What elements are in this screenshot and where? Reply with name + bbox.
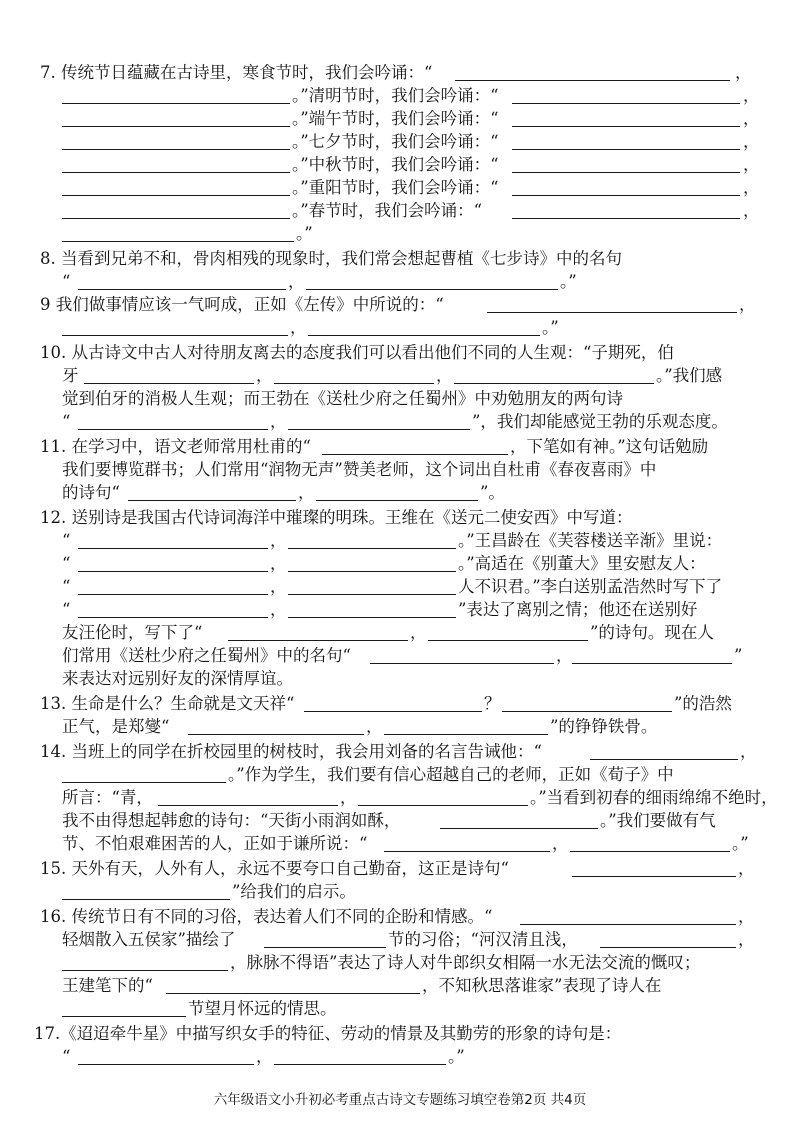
question-text: ”。 [480, 483, 505, 502]
answer-blank[interactable] [384, 734, 548, 735]
question-text: “ [62, 412, 71, 431]
answer-blank[interactable] [306, 289, 558, 290]
question-text: 我不由得想起韩愈的诗句：“天街小雨润如酥， [62, 811, 401, 830]
question-text: 15. 天外有天，人外有人，永远不要夸口自己勤奋，这正是诗句“ [40, 859, 509, 878]
question-text: ” [734, 646, 743, 665]
question-text: ， [290, 318, 307, 337]
answer-blank[interactable] [308, 335, 540, 336]
answer-blank[interactable] [512, 218, 740, 219]
page-footer: 六年级语文小升初必考重点古诗文专题练习填空卷第2页 共4页 [213, 1092, 587, 1108]
answer-blank[interactable] [166, 993, 420, 994]
question-text: 14. 当班上的同学在折校园里的树枝时，我会用刘备的名言告诫他：“ [40, 742, 542, 761]
answer-blank[interactable] [62, 149, 290, 150]
answer-blank[interactable] [62, 218, 290, 219]
question-text: ， [288, 272, 305, 291]
question-text: 所言：“青， [62, 788, 153, 807]
question-text: 。” [296, 224, 313, 243]
answer-blank[interactable] [428, 640, 588, 641]
question-text: ， [556, 646, 573, 665]
question-text: ， [410, 623, 427, 642]
answer-blank[interactable] [512, 126, 740, 127]
question-text: 们常用《送杜少府之任蜀州》中的名句“ [62, 646, 351, 665]
answer-blank[interactable] [487, 312, 737, 313]
question-text: 。”中秋节时，我们会吟诵：“ [292, 155, 499, 174]
question-text: ， [256, 366, 273, 385]
answer-blank[interactable] [62, 241, 294, 242]
question-text: ， [743, 178, 760, 197]
answer-blank[interactable] [62, 172, 290, 173]
question-text: ， [743, 109, 760, 128]
question-text: “ [62, 600, 71, 619]
question-text: ，下笔如有神。”这句话勉励 [510, 437, 709, 456]
answer-blank[interactable] [322, 454, 508, 455]
question-text: 来表达对远别好友的深情厚谊。 [62, 669, 293, 688]
question-text: ”的铮铮铁骨。 [550, 717, 658, 736]
answer-blank[interactable] [128, 500, 296, 501]
question-text: 7. 传统节日蕴藏在古诗里，寒食节时，我们会吟诵：“ [40, 63, 433, 82]
question-text: ， [270, 412, 287, 431]
question-text: ？ [484, 694, 501, 713]
question-text: 友汪伦时，写下了“ [62, 623, 203, 642]
text-line [0, 221, 800, 247]
question-text: 11. 在学习中，语文老师常用杜甫的“ [40, 437, 311, 456]
question-text: 我们要博览群书；人们常用“润物无声”赞美老师，这个词出自杜甫《春夜喜雨》中 [62, 460, 657, 479]
question-text: 。”春节时，我们会吟诵：“ [292, 201, 483, 220]
answer-blank[interactable] [512, 172, 740, 173]
answer-blank[interactable] [520, 924, 736, 925]
question-text: 13. 生命是什么？生命就是文天祥“ [40, 694, 295, 713]
answer-blank[interactable] [384, 851, 550, 852]
question-text: 12. 送别诗是我国古代诗词海洋中璀璨的明珠。王维在《送元二使安西》中写道： [40, 508, 633, 527]
answer-blank[interactable] [62, 782, 226, 783]
answer-blank[interactable] [288, 571, 456, 572]
answer-blank[interactable] [358, 805, 528, 806]
question-text: 。”王昌龄在《芙蓉楼送辛渐》里说： [458, 531, 723, 550]
answer-blank[interactable] [440, 828, 598, 829]
question-text: “ [62, 577, 71, 596]
question-text: ”表达了离别之情；他还在送别好 [458, 600, 698, 619]
answer-blank[interactable] [78, 429, 268, 430]
text-line [0, 714, 800, 740]
answer-blank[interactable] [288, 429, 470, 430]
question-text: “ [62, 1047, 71, 1066]
question-text: ， [256, 1047, 273, 1066]
question-text: 10. 从古诗文中古人对待朋友离去的态度我们可以看出他们不同的人生观：“子期死，伯 [40, 343, 674, 362]
answer-blank[interactable] [590, 759, 738, 760]
answer-blank[interactable] [78, 571, 268, 572]
answer-blank[interactable] [274, 1064, 446, 1065]
answer-blank[interactable] [455, 80, 730, 81]
question-text: ， [743, 201, 760, 220]
question-text: ， [743, 86, 760, 105]
question-text: 。” [732, 834, 749, 853]
question-text: ， [270, 554, 287, 573]
question-text: ， [298, 483, 315, 502]
answer-blank[interactable] [84, 383, 254, 384]
answer-blank[interactable] [78, 1064, 254, 1065]
question-text: 。”我们感 [656, 366, 723, 385]
question-text: 。”作为学生，我们要有信心超越自己的老师，正如《荀子》中 [228, 765, 674, 784]
question-text: ， [740, 742, 757, 761]
answer-blank[interactable] [62, 335, 288, 336]
answer-blank[interactable] [600, 947, 736, 948]
answer-blank[interactable] [512, 195, 740, 196]
question-text: ， [743, 155, 760, 174]
question-text: ， [270, 531, 287, 550]
answer-blank[interactable] [62, 195, 290, 196]
question-text: 9 我们做事情应该一气呵成，正如《左传》中所说的：“ [40, 295, 444, 314]
answer-blank[interactable] [512, 103, 740, 104]
question-text: ， [735, 63, 752, 82]
question-text: 觉到伯牙的消极人生观；而王勃在《送杜少府之任蜀州》中劝勉朋友的两句诗 [62, 389, 623, 408]
question-text: ”的浩然 [674, 694, 732, 713]
question-text: “ [62, 554, 71, 573]
answer-blank[interactable] [188, 734, 364, 735]
question-text: 8. 当看到兄弟不和，骨肉相残的现象时，我们常会想起曹植《七步诗》中的名句 [40, 249, 622, 268]
answer-blank[interactable] [572, 876, 736, 877]
answer-blank[interactable] [288, 548, 456, 549]
question-text: 。”端午节时，我们会吟诵：“ [292, 109, 499, 128]
question-text: ， [270, 600, 287, 619]
question-text: 。” [448, 1047, 465, 1066]
question-text: 17.《迢迢牵牛星》中描写织女手的特征、劳动的情景及其勤劳的形象的诗句是： [34, 1024, 622, 1043]
question-text: ， [340, 788, 357, 807]
question-text: ， [436, 366, 453, 385]
answer-blank[interactable] [502, 711, 672, 712]
answer-blank[interactable] [316, 500, 478, 501]
question-text: ，不知秋思落谁家”表现了诗人在 [422, 976, 662, 995]
answer-blank[interactable] [264, 947, 386, 948]
question-text: 。” [542, 318, 559, 337]
answer-blank[interactable] [288, 617, 456, 618]
question-text: ， [738, 859, 755, 878]
question-text: ， [270, 577, 287, 596]
question-text: 正气，是郑燮“ [62, 717, 170, 736]
answer-blank[interactable] [62, 970, 228, 971]
question-text: 。”当看到初春的细雨绵绵不绝时， [530, 788, 778, 807]
question-text: ”的诗句。现在人 [590, 623, 714, 642]
question-text: 。”重阳节时，我们会吟诵：“ [292, 178, 499, 197]
answer-blank[interactable] [274, 383, 434, 384]
question-text: ，脉脉不得语”表达了诗人对牛郎织女相隔一水无法交流的慨叹； [230, 953, 701, 972]
question-text: ， [366, 717, 383, 736]
answer-blank[interactable] [78, 289, 286, 290]
answer-blank[interactable] [78, 548, 268, 549]
question-text: ， [738, 930, 755, 949]
answer-blank[interactable] [78, 594, 268, 595]
answer-blank[interactable] [62, 126, 290, 127]
answer-blank[interactable] [512, 149, 740, 150]
text-line [0, 315, 800, 341]
question-text: 人不识君。”李白送别孟浩然时写下了 [458, 577, 723, 596]
question-text: ”，我们却能感觉王勃的乐观态度。 [472, 412, 728, 431]
question-text: 。” [560, 272, 577, 291]
question-text: 。”我们要做有气 [600, 811, 716, 830]
question-text: 牙 [62, 366, 79, 385]
answer-blank[interactable] [78, 617, 268, 618]
answer-blank[interactable] [288, 594, 456, 595]
answer-blank[interactable] [62, 1016, 186, 1017]
text-line [0, 666, 800, 692]
answer-blank[interactable] [62, 899, 230, 900]
question-text: 的诗句“ [62, 483, 120, 502]
question-text: ， [739, 295, 756, 314]
answer-blank[interactable] [370, 663, 554, 664]
question-text: “ [62, 531, 71, 550]
answer-blank[interactable] [62, 103, 290, 104]
question-text: ， [738, 907, 755, 926]
text-line [0, 409, 800, 435]
question-text: 。”高适在《别董大》里安慰友人： [458, 554, 706, 573]
question-text: ”给我们的启示。 [232, 882, 356, 901]
text-line [0, 480, 800, 506]
question-text: 节的习俗；“河汉清且浅， [388, 930, 578, 949]
question-text: “ [62, 272, 71, 291]
question-text: 16. 传统节日有不同的习俗，表达着人们不同的企盼和情感。“ [40, 907, 493, 926]
answer-blank[interactable] [304, 711, 482, 712]
question-text: 节望月怀远的情思。 [188, 999, 337, 1018]
question-text: 。”七夕节时，我们会吟诵：“ [292, 132, 499, 151]
question-text: 王建笔下的“ [62, 976, 153, 995]
text-line [0, 879, 800, 905]
answer-blank[interactable] [228, 640, 408, 641]
question-text: 节、不怕艰难困苦的人，正如于谦所说：“ [62, 834, 368, 853]
answer-blank[interactable] [158, 805, 338, 806]
text-line [0, 831, 800, 857]
answer-blank[interactable] [572, 663, 732, 664]
question-text: ， [552, 834, 569, 853]
answer-blank[interactable] [454, 383, 654, 384]
question-text: ， [743, 132, 760, 151]
question-text: 。”清明节时，我们会吟诵：“ [292, 86, 499, 105]
question-text: 轻烟散入五侯家”描绘了 [62, 930, 236, 949]
text-line [0, 1044, 800, 1070]
text-line [0, 996, 800, 1022]
answer-blank[interactable] [570, 851, 730, 852]
